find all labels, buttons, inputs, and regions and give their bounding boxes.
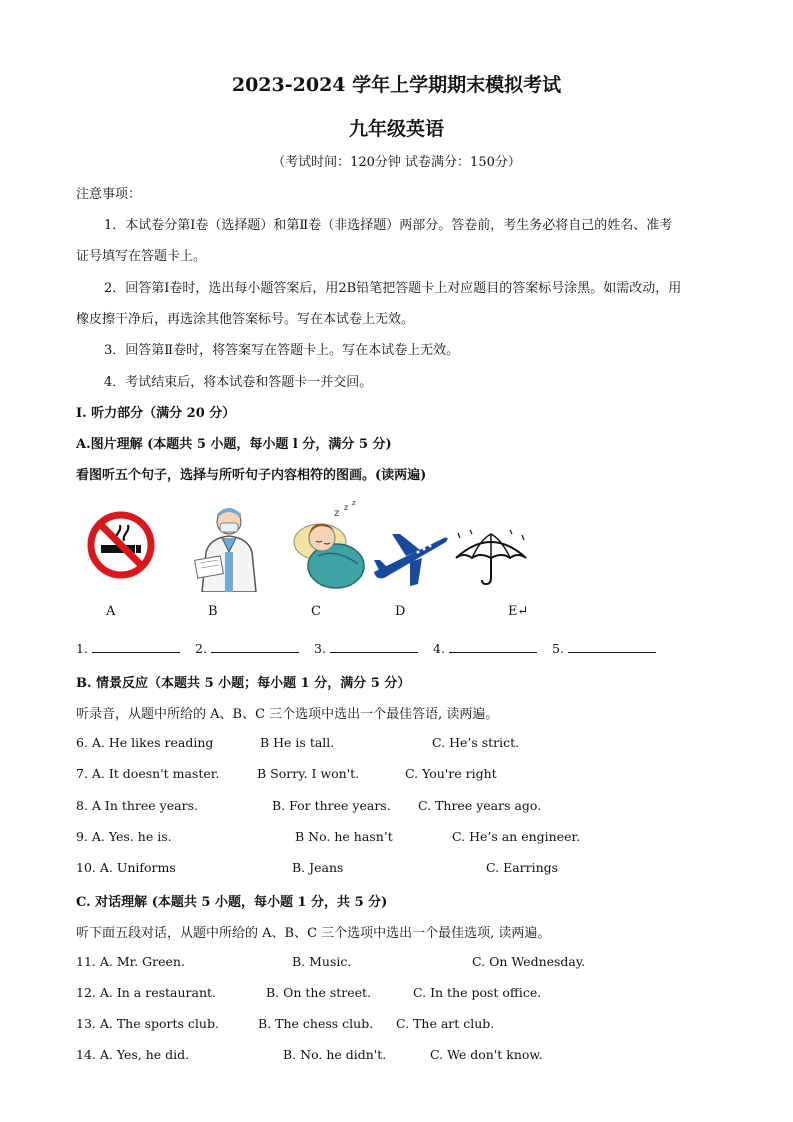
- part-a-instruction: 看图听五个句子，选择与所听句子内容相符的图画。(读两遍): [76, 468, 427, 483]
- question-9-option-b: B No. he hasn’t: [295, 829, 393, 844]
- question-13-option-a: 13. A. The sports club.: [76, 1016, 219, 1031]
- exam-subtitle: 九年级英语: [348, 118, 444, 140]
- question-7-option-a: 7. A. It doesn't master.: [76, 766, 220, 781]
- picture-label-b: B: [208, 604, 218, 619]
- question-14-option-a: 14. A. Yes, he did.: [76, 1047, 190, 1062]
- question-13-option-c: C. The art club.: [396, 1016, 495, 1031]
- airplane-icon: [370, 528, 450, 588]
- sleeping-child-icon: [288, 500, 368, 590]
- question-7-option-c: C. You're right: [405, 766, 497, 781]
- note-4: 4．考试结束后，将本试卷和答题卡一并交回。: [104, 375, 373, 390]
- section-1-heading: I. 听力部分（满分 20 分）: [76, 406, 236, 421]
- answer-blank-3[interactable]: 3.: [314, 641, 418, 656]
- question-12-option-a: 12. A. In a restaurant.: [76, 985, 217, 1000]
- exam-title: 2023-2024 学年上学期期末模拟考试: [231, 74, 562, 96]
- question-14-option-c: C. We don't know.: [430, 1047, 543, 1062]
- question-8-option-a: 8. A In three years.: [76, 798, 198, 813]
- question-11-option-a: 11. A. Mr. Green.: [76, 954, 185, 969]
- part-b-instruction: 听录音，从题中所给的 A、B、C 三个选项中选出一个最佳答语, 读两遍。: [76, 707, 499, 722]
- note-2-line-2: 橡皮擦干净后，再选涂其他答案标号。写在本试卷上无效。: [76, 312, 415, 327]
- question-10-option-a: 10. A. Uniforms: [76, 860, 176, 875]
- question-11-option-c: C. On Wednesday.: [472, 954, 586, 969]
- part-a-heading: A.图片理解 (本题共 5 小题，每小题 l 分，满分 5 分): [76, 437, 392, 452]
- question-12-option-b: B. On the street.: [266, 985, 372, 1000]
- note-2-line-1: 2．回答第Ⅰ卷时，选出每小题答案后，用2B铅笔把答题卡上对应题目的答案标号涂黑。如需改动，用: [104, 281, 682, 296]
- question-9-option-c: C. He’s an engineer.: [452, 829, 581, 844]
- picture-label-a: A: [106, 604, 116, 619]
- exam-info: （考试时间：120分钟 试卷满分：150分）: [272, 155, 521, 170]
- picture-label-e: E↵: [508, 604, 529, 619]
- question-8-option-c: C. Three years ago.: [418, 798, 542, 813]
- question-6-option-b: B He is tall.: [260, 735, 335, 750]
- answer-blank-2[interactable]: 2.: [195, 641, 299, 656]
- notes-heading: 注意事项：: [76, 187, 142, 202]
- svg-text:z: z: [334, 508, 340, 519]
- picture-label-d: D: [395, 604, 406, 619]
- question-14-option-b: B. No. he didn't.: [283, 1047, 387, 1062]
- note-3: 3．回答第Ⅱ卷时，将答案写在答题卡上。写在本试卷上无效。: [104, 343, 460, 358]
- part-b-heading: B. 情景反应（本题共 5 小题；每小题 1 分，满分 5 分）: [76, 676, 411, 691]
- part-c-heading: C. 对话理解 (本题共 5 小题，每小题 1 分，共 5 分): [76, 895, 388, 910]
- question-13-option-b: B. The chess club.: [258, 1016, 374, 1031]
- question-6-option-c: C. He’s strict.: [432, 735, 520, 750]
- note-1-line-2: 证号填写在答题卡上。: [76, 249, 207, 264]
- question-10-option-b: B. Jeans: [292, 860, 344, 875]
- note-1-line-1: 1．本试卷分第Ⅰ卷（选择题）和第Ⅱ卷（非选择题）两部分。答卷前，考生务必将自己的姓名、准考: [104, 218, 673, 233]
- question-8-option-b: B. For three years.: [272, 798, 391, 813]
- no-smoking-icon: [86, 510, 156, 580]
- question-12-option-c: C. In the post office.: [413, 985, 542, 1000]
- answer-blank-5[interactable]: 5.: [552, 641, 656, 656]
- doctor-icon: [184, 502, 274, 592]
- question-11-option-b: B. Music.: [292, 954, 352, 969]
- answer-blank-1[interactable]: 1.: [76, 641, 180, 656]
- question-7-option-b: B Sorry. I won't.: [257, 766, 360, 781]
- svg-text:z: z: [352, 500, 356, 507]
- question-6-option-a: 6. A. He likes reading: [76, 735, 214, 750]
- picture-label-c: C: [311, 604, 321, 619]
- svg-text:z: z: [344, 503, 349, 512]
- question-9-option-a: 9. A. Yes. he is.: [76, 829, 172, 844]
- question-10-option-c: C. Earrings: [486, 860, 559, 875]
- part-c-instruction: 听下面五段对话，从题中所给的 A、B、C 三个选项中选出一个最佳选项, 读两遍。: [76, 926, 551, 941]
- answer-blank-4[interactable]: 4.: [433, 641, 537, 656]
- umbrella-icon: [452, 530, 530, 586]
